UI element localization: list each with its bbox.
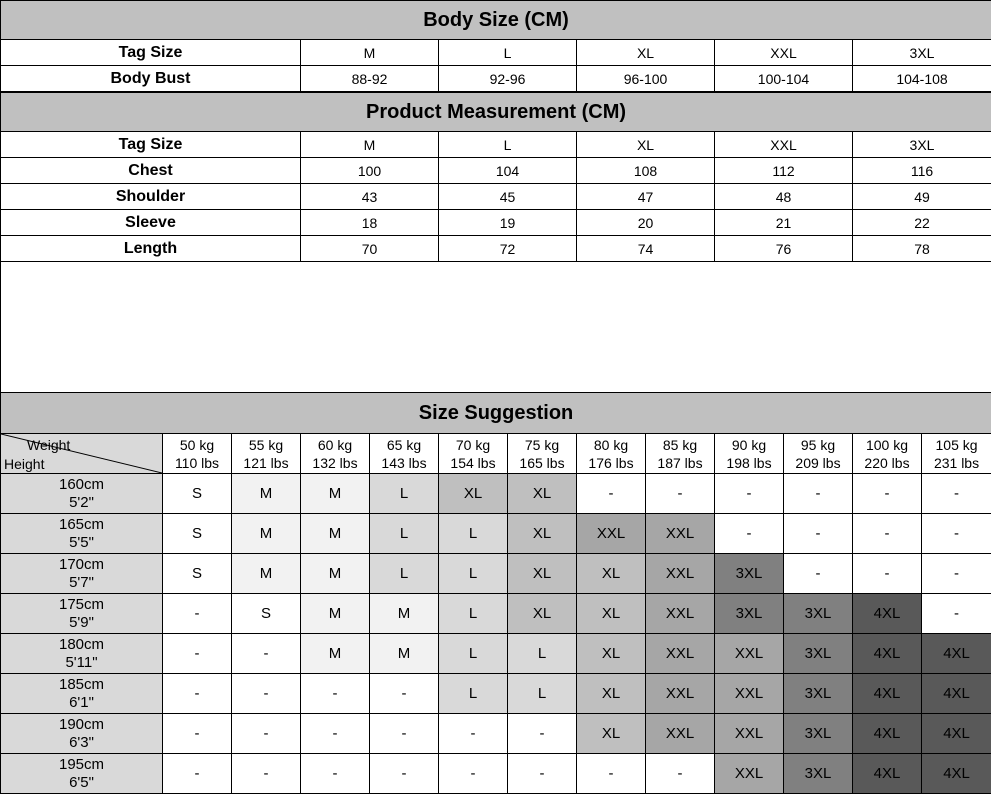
height-header-cell [1, 714, 163, 754]
measurement-cell: 22 [853, 210, 991, 236]
row-label-tag-size: Tag Size [1, 40, 301, 66]
size-cell: M [232, 514, 301, 554]
weight-kg: 75 kg [508, 436, 576, 454]
body-size-title: Body Size (CM) [1, 1, 991, 40]
body-size-cell: M [301, 40, 439, 66]
weight-kg: 60 kg [301, 436, 369, 454]
row-label: Length [1, 236, 301, 262]
weight-header-cell [439, 434, 508, 474]
size-cell: L [439, 514, 508, 554]
row-label: Shoulder [1, 184, 301, 210]
measurement-cell: 100 [301, 158, 439, 184]
size-cell: - [784, 474, 853, 514]
weight-header-cell [163, 434, 232, 474]
measurement-cell: 45 [439, 184, 577, 210]
size-cell: 4XL [853, 674, 922, 714]
size-cell: XL [577, 714, 646, 754]
size-suggestion-row [1, 674, 991, 714]
size-cell: XXL [715, 634, 784, 674]
weight-lbs: 132 lbs [301, 454, 369, 472]
weight-lbs: 231 lbs [922, 454, 991, 472]
measurement-cell: 49 [853, 184, 991, 210]
weight-kg: 70 kg [439, 436, 507, 454]
weight-kg: 80 kg [577, 436, 645, 454]
measurement-cell: 108 [577, 158, 715, 184]
row-label: Tag Size [1, 132, 301, 158]
size-cell: - [439, 714, 508, 754]
size-cell: S [163, 554, 232, 594]
body-size-cell: 96-100 [577, 66, 715, 92]
measurement-cell: XL [577, 132, 715, 158]
weight-kg: 85 kg [646, 436, 714, 454]
height-ft: 6'5" [1, 774, 162, 792]
size-cell: XXL [646, 514, 715, 554]
size-cell: L [439, 634, 508, 674]
size-cell: L [370, 554, 439, 594]
weight-kg: 105 kg [922, 436, 991, 454]
size-cell: 4XL [853, 754, 922, 794]
size-cell: M [370, 634, 439, 674]
size-cell: 3XL [784, 674, 853, 714]
size-cell: 3XL [784, 714, 853, 754]
size-cell: - [784, 554, 853, 594]
weight-lbs: 187 lbs [646, 454, 714, 472]
size-cell: XXL [646, 634, 715, 674]
size-cell: M [301, 474, 370, 514]
measurement-cell: L [439, 132, 577, 158]
product-row [1, 184, 991, 210]
weight-header-cell [577, 434, 646, 474]
size-cell: M [370, 594, 439, 634]
height-ft: 5'5" [1, 534, 162, 552]
size-cell: - [301, 674, 370, 714]
measurement-cell: M [301, 132, 439, 158]
height-cm: 170cm [1, 556, 162, 574]
weight-kg: 65 kg [370, 436, 438, 454]
weight-lbs: 220 lbs [853, 454, 921, 472]
measurement-cell: 3XL [853, 132, 991, 158]
row-label: Chest [1, 158, 301, 184]
size-cell: L [439, 554, 508, 594]
size-cell: 4XL [922, 714, 991, 754]
size-cell: 4XL [922, 674, 991, 714]
size-cell: - [232, 714, 301, 754]
height-cm: 160cm [1, 476, 162, 494]
measurement-cell: 43 [301, 184, 439, 210]
size-cell: - [784, 514, 853, 554]
height-cm: 190cm [1, 716, 162, 734]
size-cell: XXL [646, 674, 715, 714]
size-cell: - [853, 554, 922, 594]
product-row [1, 132, 991, 158]
measurement-cell: 48 [715, 184, 853, 210]
weight-header-cell [508, 434, 577, 474]
height-ft: 6'1" [1, 694, 162, 712]
weight-kg: 95 kg [784, 436, 852, 454]
size-cell: L [370, 514, 439, 554]
height-header-cell [1, 514, 163, 554]
size-cell: - [922, 474, 991, 514]
size-cell: XL [508, 514, 577, 554]
measurement-cell: 20 [577, 210, 715, 236]
measurement-cell: 74 [577, 236, 715, 262]
height-ft: 6'3" [1, 734, 162, 752]
size-cell: M [301, 554, 370, 594]
size-cell: 4XL [853, 714, 922, 754]
size-cell: L [508, 634, 577, 674]
weight-lbs: 110 lbs [163, 454, 231, 472]
weight-kg: 90 kg [715, 436, 783, 454]
product-measurement-title: Product Measurement (CM) [1, 93, 991, 132]
size-cell: XXL [646, 714, 715, 754]
size-suggestion-row [1, 474, 991, 514]
size-cell: 3XL [784, 634, 853, 674]
size-cell: XL [577, 554, 646, 594]
height-ft: 5'2" [1, 494, 162, 512]
size-cell: M [232, 554, 301, 594]
size-cell: - [922, 514, 991, 554]
measurement-cell: 70 [301, 236, 439, 262]
weight-header-cell [232, 434, 301, 474]
size-cell: 4XL [922, 754, 991, 794]
size-cell: - [715, 474, 784, 514]
measurement-cell: 19 [439, 210, 577, 236]
weight-kg: 100 kg [853, 436, 921, 454]
size-cell: XL [577, 594, 646, 634]
weight-header-cell [853, 434, 922, 474]
measurement-cell: 21 [715, 210, 853, 236]
weight-lbs: 165 lbs [508, 454, 576, 472]
size-cell: L [508, 674, 577, 714]
measurement-cell: 76 [715, 236, 853, 262]
measurement-cell: 47 [577, 184, 715, 210]
weight-header-cell [784, 434, 853, 474]
size-cell: M [301, 514, 370, 554]
size-cell: - [577, 474, 646, 514]
body-size-cell: XL [577, 40, 715, 66]
weight-lbs: 176 lbs [577, 454, 645, 472]
size-cell: XL [508, 474, 577, 514]
measurement-cell: 18 [301, 210, 439, 236]
height-header-cell [1, 674, 163, 714]
height-header-cell [1, 754, 163, 794]
size-cell: - [370, 714, 439, 754]
height-cm: 165cm [1, 516, 162, 534]
size-cell: - [370, 754, 439, 794]
size-cell: M [301, 594, 370, 634]
body-size-cell: XXL [715, 40, 853, 66]
size-cell: - [370, 674, 439, 714]
size-cell: XXL [646, 594, 715, 634]
weight-lbs: 209 lbs [784, 454, 852, 472]
measurement-cell: XXL [715, 132, 853, 158]
size-cell: XXL [577, 514, 646, 554]
size-cell: XL [577, 674, 646, 714]
size-cell: - [232, 634, 301, 674]
size-suggestion-title: Size Suggestion [1, 393, 991, 434]
product-row [1, 236, 991, 262]
size-cell: S [232, 594, 301, 634]
size-cell: 3XL [715, 554, 784, 594]
size-cell: - [301, 714, 370, 754]
size-cell: - [922, 554, 991, 594]
size-cell: XXL [715, 674, 784, 714]
size-cell: M [301, 634, 370, 674]
size-cell: L [439, 674, 508, 714]
measurement-cell: 78 [853, 236, 991, 262]
height-ft: 5'7" [1, 574, 162, 592]
size-cell: XXL [715, 714, 784, 754]
size-cell: - [163, 714, 232, 754]
size-cell: 3XL [715, 594, 784, 634]
measurement-cell: 104 [439, 158, 577, 184]
product-measurement-table [0, 92, 991, 262]
size-cell: XL [439, 474, 508, 514]
weight-height-corner-cell [1, 434, 163, 474]
row-label: Sleeve [1, 210, 301, 236]
weight-header-cell [922, 434, 991, 474]
size-suggestion-table [0, 392, 991, 794]
height-axis-label: Height [4, 455, 44, 473]
size-cell: 4XL [853, 594, 922, 634]
blank-area-divider [0, 262, 1, 392]
height-header-cell [1, 474, 163, 514]
weight-lbs: 143 lbs [370, 454, 438, 472]
size-cell: - [646, 754, 715, 794]
size-cell: 4XL [853, 634, 922, 674]
size-cell: - [163, 594, 232, 634]
weight-kg: 50 kg [163, 436, 231, 454]
size-cell: - [922, 594, 991, 634]
measurement-cell: 72 [439, 236, 577, 262]
size-cell: - [853, 514, 922, 554]
size-suggestion-row [1, 514, 991, 554]
size-cell: 3XL [784, 594, 853, 634]
size-cell: L [370, 474, 439, 514]
body-size-table [0, 0, 991, 92]
size-cell: L [439, 594, 508, 634]
body-size-cell: 92-96 [439, 66, 577, 92]
size-cell: M [232, 474, 301, 514]
size-cell: - [508, 714, 577, 754]
size-cell: XL [508, 594, 577, 634]
size-cell: XL [508, 554, 577, 594]
height-header-cell [1, 594, 163, 634]
weight-kg: 55 kg [232, 436, 300, 454]
size-cell: 4XL [922, 634, 991, 674]
size-cell: - [715, 514, 784, 554]
size-cell: XXL [646, 554, 715, 594]
height-ft: 5'11" [1, 654, 162, 672]
weight-axis-label: Weight [27, 436, 70, 454]
height-header-cell [1, 634, 163, 674]
height-cm: 180cm [1, 636, 162, 654]
product-row [1, 210, 991, 236]
weight-header-cell [646, 434, 715, 474]
weight-header-cell [715, 434, 784, 474]
size-cell: - [853, 474, 922, 514]
size-suggestion-row [1, 714, 991, 754]
row-label-body-bust: Body Bust [1, 66, 301, 92]
measurement-cell: 116 [853, 158, 991, 184]
height-cm: 175cm [1, 596, 162, 614]
size-cell: - [439, 754, 508, 794]
size-cell: - [232, 674, 301, 714]
size-cell: XXL [715, 754, 784, 794]
size-suggestion-row [1, 554, 991, 594]
size-suggestion-row [1, 754, 991, 794]
size-cell: S [163, 514, 232, 554]
size-cell: - [508, 754, 577, 794]
size-suggestion-row [1, 634, 991, 674]
height-ft: 5'9" [1, 614, 162, 632]
measurement-cell: 112 [715, 158, 853, 184]
body-size-cell: 88-92 [301, 66, 439, 92]
size-cell: - [232, 754, 301, 794]
weight-header-cell [370, 434, 439, 474]
size-cell: S [163, 474, 232, 514]
product-row [1, 158, 991, 184]
weight-lbs: 198 lbs [715, 454, 783, 472]
body-size-cell: 3XL [853, 40, 991, 66]
height-header-cell [1, 554, 163, 594]
height-cm: 195cm [1, 756, 162, 774]
size-cell: XL [577, 634, 646, 674]
size-cell: - [163, 634, 232, 674]
height-cm: 185cm [1, 676, 162, 694]
size-cell: - [301, 754, 370, 794]
size-cell: - [163, 674, 232, 714]
size-suggestion-row [1, 594, 991, 634]
body-size-cell: 104-108 [853, 66, 991, 92]
weight-lbs: 121 lbs [232, 454, 300, 472]
body-size-cell: 100-104 [715, 66, 853, 92]
body-size-cell: L [439, 40, 577, 66]
weight-header-cell [301, 434, 370, 474]
size-cell: - [646, 474, 715, 514]
size-cell: - [577, 754, 646, 794]
weight-lbs: 154 lbs [439, 454, 507, 472]
size-cell: 3XL [784, 754, 853, 794]
size-cell: - [163, 754, 232, 794]
